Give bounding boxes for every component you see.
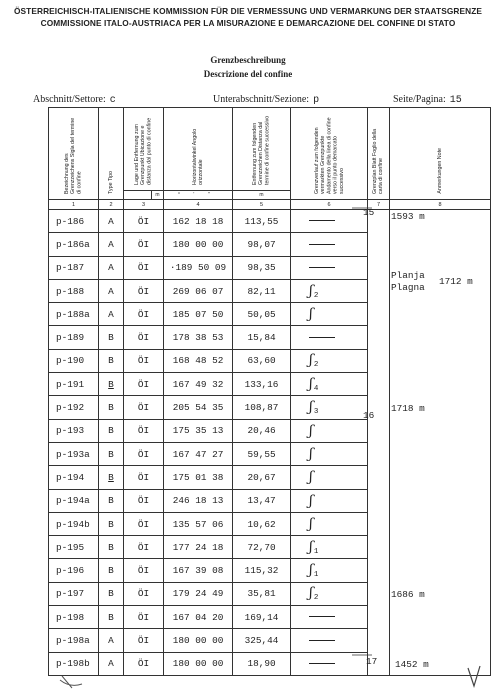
header-marker-id: Bezeichnung des Grenzzeichens Sigla del termine di confine xyxy=(49,108,99,200)
cell-angle: 180 00 00 xyxy=(164,233,233,256)
cell-angle: ·189 50 09 xyxy=(164,256,233,279)
cell-location: ÖI xyxy=(124,396,164,419)
cell-type: B xyxy=(99,582,124,605)
scribble-left-icon xyxy=(60,676,82,688)
cell-angle: 175 01 38 xyxy=(164,466,233,489)
curved-line-icon: ʃ xyxy=(309,282,313,299)
curved-line-icon: ʃ xyxy=(309,562,313,579)
curve-count: 2 xyxy=(313,291,319,300)
cell-type: A xyxy=(99,303,124,326)
curve-count: 1 xyxy=(313,547,319,556)
cell-location: ÖI xyxy=(124,489,164,512)
curve-count: 3 xyxy=(313,408,319,417)
cell-distance: 10,62 xyxy=(233,512,291,535)
cell-marker-id: p-198a xyxy=(49,629,99,652)
cell-location: ÖI xyxy=(124,629,164,652)
cell-distance: 98,07 xyxy=(233,233,291,256)
cell-location: ÖI xyxy=(124,326,164,349)
commission-title-de: ÖSTERREICHISCH-ITALIENISCHE KOMMISSION FÜR DIE VERMESSUNG UND VERMARKUNG DER STAATSGRENZE xyxy=(13,6,482,16)
cell-angle: 162 18 18 xyxy=(164,210,233,233)
cell-location: ÖI xyxy=(124,233,164,256)
curve-count: 4 xyxy=(313,384,319,393)
cell-marker-id: p-186 xyxy=(49,210,99,233)
cell-marker-id: p-198b xyxy=(49,652,99,675)
cell-type: B xyxy=(99,606,124,629)
cell-marker-id: p-193a xyxy=(49,442,99,465)
curved-line-icon: ʃ xyxy=(309,492,313,509)
curved-line-icon: ʃ xyxy=(309,375,313,392)
header-angle-units: ° ' '' xyxy=(164,191,233,200)
document-title-it: Descrizione del confine xyxy=(203,69,293,79)
page-value: 15 xyxy=(449,95,462,106)
curved-line-icon: ʃ xyxy=(309,516,313,532)
curved-line-icon: ʃ xyxy=(309,538,313,555)
cell-location: ÖI xyxy=(124,582,164,605)
header-location: Lage und Entfernung zum Grenzpunkt Ubicazione e distanza dal punto di confine xyxy=(124,108,164,191)
cell-angle: 167 47 27 xyxy=(164,442,233,465)
cell-marker-id: p-190 xyxy=(49,349,99,372)
section-value: c xyxy=(109,95,116,106)
header-distance-unit: m xyxy=(233,191,291,200)
note-elevation-1593: 1593 m xyxy=(391,211,425,222)
sheet-number-15: 15 xyxy=(363,207,375,218)
cell-distance: 108,87 xyxy=(233,396,291,419)
curved-line-icon: ʃ xyxy=(309,469,313,486)
note-elevation-1686: 1686 m xyxy=(391,589,425,600)
cell-angle: 135 57 06 xyxy=(164,512,233,535)
cell-location: ÖI xyxy=(124,466,164,489)
cell-distance: 20,67 xyxy=(233,466,291,489)
cell-distance: 169,14 xyxy=(233,606,291,629)
subsection-value: p xyxy=(313,95,320,106)
cell-distance: 82,11 xyxy=(233,279,291,302)
cell-angle: 269 06 07 xyxy=(164,279,233,302)
cell-distance: 50,05 xyxy=(233,303,291,326)
cell-location: ÖI xyxy=(124,606,164,629)
header-distance: Entfernung zum folgenden Grenzzeichen Distanza dal termine di confine successivo xyxy=(233,108,291,191)
curved-line-icon: ʃ xyxy=(309,585,313,602)
cell-location: ÖI xyxy=(124,373,164,396)
subsection-label: Unterabschnitt/Sezione: xyxy=(213,94,310,105)
sheet-divider-lines xyxy=(352,207,375,655)
cell-distance: 63,60 xyxy=(233,349,291,372)
header-angle: Horizontalwinkel Angolo orizzontale xyxy=(164,108,233,191)
sheet-number-17: 17 xyxy=(366,656,378,667)
cell-type: B xyxy=(99,419,124,442)
cell-type: B xyxy=(99,466,124,489)
cell-angle: 167 49 32 xyxy=(164,373,233,396)
cell-marker-id: p-186a xyxy=(49,233,99,256)
cell-location: ÖI xyxy=(124,652,164,675)
cell-distance: 18,90 xyxy=(233,652,291,675)
cell-location: ÖI xyxy=(124,210,164,233)
cell-distance: 325,44 xyxy=(233,629,291,652)
column-number-row: 1 2 3 4 5 6 7 8 xyxy=(49,200,491,210)
cell-marker-id: p-194b xyxy=(49,512,99,535)
cell-distance: 115,32 xyxy=(233,559,291,582)
header-map-sheet: Grenzplan Blatt Foglio della carta di confine xyxy=(368,108,390,200)
cell-distance: 13,47 xyxy=(233,489,291,512)
note-place-plagna: Plagna xyxy=(391,282,425,293)
header-boundary-course: Grenzverlauf zum folgenden vermarkten Grenzpunkte Andamento della linea di confine verso il punto demarcato successivo xyxy=(291,108,368,200)
section-label: Abschnitt/Settore: xyxy=(33,94,106,105)
curved-line-icon: ʃ xyxy=(309,446,313,463)
cell-type: B xyxy=(99,536,124,559)
curved-line-icon: ʃ xyxy=(309,306,313,323)
cell-type: B xyxy=(99,373,124,396)
cell-distance: 133,16 xyxy=(233,373,291,396)
cell-marker-id: p-198 xyxy=(49,606,99,629)
header-loc-unit: m xyxy=(152,191,164,200)
cell-marker-id: p-194 xyxy=(49,466,99,489)
cell-type: A xyxy=(99,210,124,233)
cell-angle: 178 38 53 xyxy=(164,326,233,349)
cell-type: A xyxy=(99,256,124,279)
curved-line-icon: ʃ xyxy=(309,422,313,439)
cell-type: A xyxy=(99,652,124,675)
cell-location: ÖI xyxy=(124,512,164,535)
cell-distance: 20,46 xyxy=(233,419,291,442)
cell-type: B xyxy=(99,396,124,419)
cell-angle: 177 24 18 xyxy=(164,536,233,559)
cell-marker-id: p-187 xyxy=(49,256,99,279)
cell-type: B xyxy=(99,489,124,512)
cell-distance: 72,70 xyxy=(233,536,291,559)
document-title-de: Grenzbeschreibung xyxy=(210,55,286,65)
curve-count: 2 xyxy=(313,361,319,370)
cell-type: B xyxy=(99,442,124,465)
note-elevation-1712: 1712 m xyxy=(439,276,473,287)
cell-distance: 113,55 xyxy=(233,210,291,233)
cell-type: B xyxy=(99,559,124,582)
cell-angle: 167 39 08 xyxy=(164,559,233,582)
cell-distance: 35,81 xyxy=(233,582,291,605)
cell-angle: 168 48 52 xyxy=(164,349,233,372)
cell-type: A xyxy=(99,279,124,302)
curve-count: 1 xyxy=(313,571,319,580)
checkmark-icon xyxy=(468,666,480,686)
cell-location: ÖI xyxy=(124,349,164,372)
cell-marker-id: p-188 xyxy=(49,279,99,302)
cell-location: ÖI xyxy=(124,419,164,442)
cell-marker-id: p-197 xyxy=(49,582,99,605)
cell-angle: 180 00 00 xyxy=(164,652,233,675)
cell-angle: 246 18 13 xyxy=(164,489,233,512)
cell-distance: 59,55 xyxy=(233,442,291,465)
cell-marker-id: p-191 xyxy=(49,373,99,396)
cell-marker-id: p-189 xyxy=(49,326,99,349)
page-label: Seite/Pagina: xyxy=(393,94,446,105)
curved-line-icon: ʃ xyxy=(309,352,313,369)
cell-marker-id: p-196 xyxy=(49,559,99,582)
sheet-number-16: 16 xyxy=(363,410,375,421)
cell-marker-id: p-194a xyxy=(49,489,99,512)
cell-angle: 179 24 49 xyxy=(164,582,233,605)
curve-count: 2 xyxy=(313,594,319,603)
cell-marker-id: p-195 xyxy=(49,536,99,559)
cell-angle: 185 07 50 xyxy=(164,303,233,326)
cell-angle: 175 35 13 xyxy=(164,419,233,442)
cell-type: B xyxy=(99,349,124,372)
cell-location: ÖI xyxy=(124,536,164,559)
cell-marker-id: p-188a xyxy=(49,303,99,326)
cell-location: ÖI xyxy=(124,559,164,582)
cell-type: A xyxy=(99,233,124,256)
cell-angle: 180 00 00 xyxy=(164,629,233,652)
cell-type: A xyxy=(99,629,124,652)
commission-title-it: COMMISSIONE ITALO-AUSTRIACA PER LA MISURAZIONE E DEMARCAZIONE DEL CONFINE DI STATO xyxy=(40,18,456,28)
cell-distance: 15,84 xyxy=(233,326,291,349)
cell-location: ÖI xyxy=(124,303,164,326)
cell-marker-id: p-192 xyxy=(49,396,99,419)
cell-distance: 98,35 xyxy=(233,256,291,279)
header-notes: Anmerkungen Note xyxy=(390,108,491,200)
cell-angle: 167 04 20 xyxy=(164,606,233,629)
cell-location: ÖI xyxy=(124,279,164,302)
cell-location: ÖI xyxy=(124,442,164,465)
note-elevation-1718: 1718 m xyxy=(391,403,425,414)
cell-type: B xyxy=(99,326,124,349)
cell-marker-id: p-193 xyxy=(49,419,99,442)
note-place-planja: Planja xyxy=(391,270,425,281)
header-type: Type Tipo xyxy=(99,108,124,200)
cell-type: B xyxy=(99,512,124,535)
curved-line-icon: ʃ xyxy=(309,399,313,416)
note-elevation-1452: 1452 m xyxy=(395,659,429,670)
cell-angle: 205 54 35 xyxy=(164,396,233,419)
cell-location: ÖI xyxy=(124,256,164,279)
